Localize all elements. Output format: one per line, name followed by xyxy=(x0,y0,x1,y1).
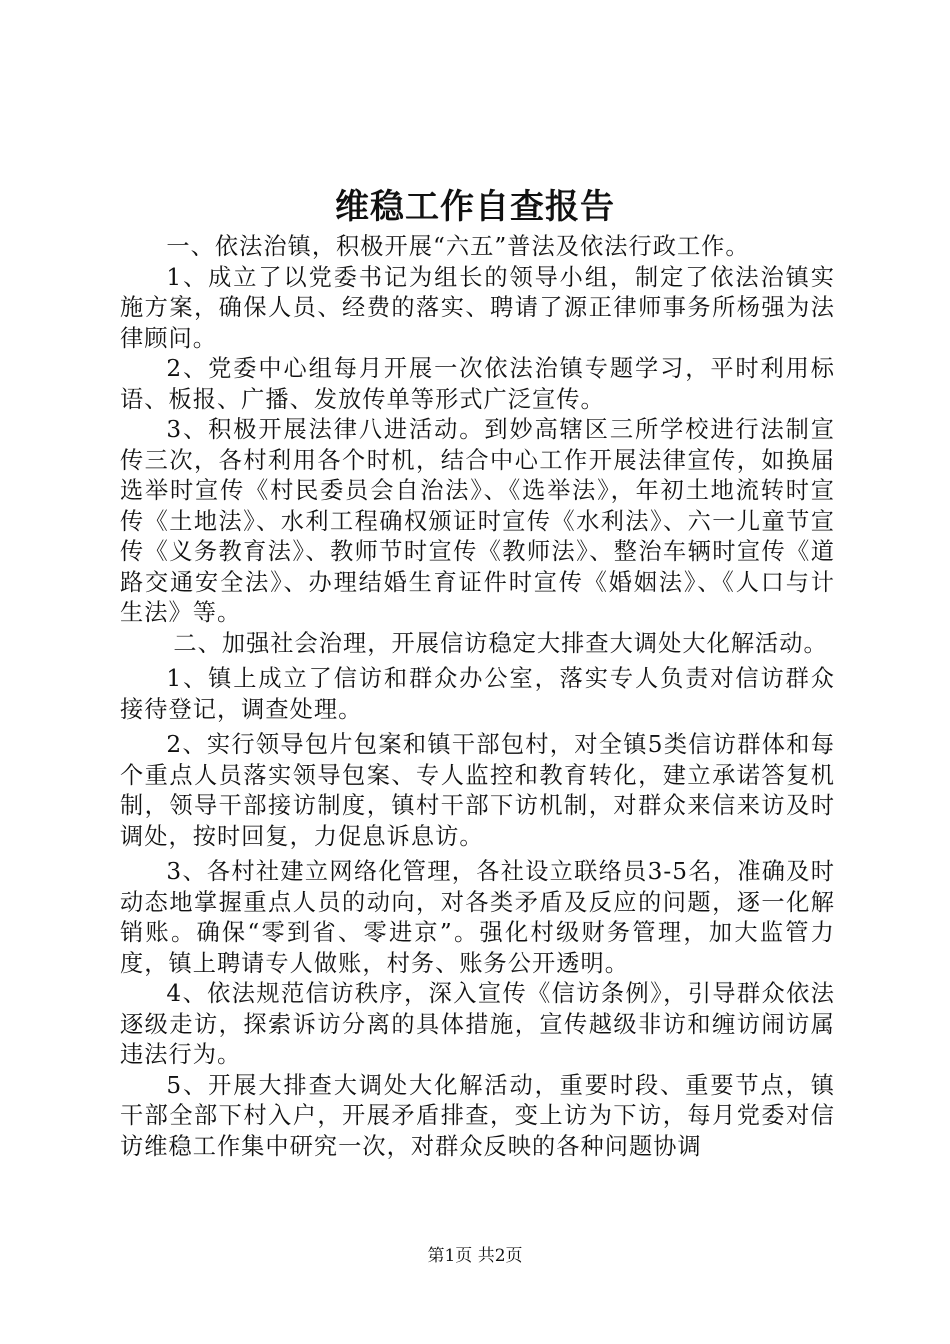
paragraph-2-3: 3、各村社建立网络化管理，各社设立联络员3-5名，准确及时动态地掌握重点人员的动向，对各类矛盾及反应的问题，逐一化解销账。确保“零到省、零进京”。强化村级财务管理，加大监管力度，镇上聘请专人做账，村务、账务公开透明。 xyxy=(120,858,835,977)
paragraph-1-3: 3、积极开展法律八进活动。到妙高辖区三所学校进行法制宣传三次，各村利用各个时机，结合中心工作开展法律宣传，如换届选举时宣传《村民委员会自治法》、《选举法》，年初土地流转时宣传《土地法》、水利工程确权颁证时宣传《水利法》、六一儿童节宣传《义务教育法》、教师节时宣传《教师法》、整治车辆时宣传《道路交通安全法》、办理结婚生育证件时宣传《婚姻法》、《人口与计生法》等。 xyxy=(120,416,835,626)
paragraph-2-5: 5、开展大排查大调处大化解活动，重要时段、重要节点，镇干部全部下村入户，开展矛盾排查，变上访为下访，每月党委对信访维稳工作集中研究一次，对群众反映的各种问题协调 xyxy=(120,1071,835,1160)
paragraph-2-4: 4、依法规范信访秩序，深入宣传《信访条例》，引导群众依法逐级走访，探索诉访分离的具体措施，宣传越级非访和缠访闹访属违法行为。 xyxy=(120,980,835,1068)
paragraph-2-1: 1、镇上成立了信访和群众办公室，落实专人负责对信访群众接待登记，调查处理。 xyxy=(120,665,835,723)
document-title: 维稳工作自查报告 xyxy=(335,187,615,227)
paragraph-1-2: 2、党委中心组每月开展一次依法治镇专题学习，平时利用标语、板报、广播、发放传单等形式广泛宣传。 xyxy=(120,355,835,413)
document-body xyxy=(120,232,835,1162)
page-footer: 第1页 共2页 xyxy=(427,1246,523,1266)
section-heading-2: 二、加强社会治理，开展信访稳定大排查大调处大化解活动。 xyxy=(173,629,828,657)
paragraph-1-1: 1、成立了以党委书记为组长的领导小组，制定了依法治镇实施方案，确保人员、经费的落实、聘请了源正律师事务所杨强为法律顾问。 xyxy=(120,263,835,352)
section-heading-1: 一、依法治镇，积极开展“六五”普法及依法行政工作。 xyxy=(166,233,750,260)
paragraph-2-2: 2、实行领导包片包案和镇干部包村，对全镇5类信访群体和每个重点人员落实领导包案、专人监控和教育转化，建立承诺答复机制，领导干部接访制度，镇村干部下访机制，对群众来信来访及时调处，按时回复，力促息诉息访。 xyxy=(120,731,835,850)
